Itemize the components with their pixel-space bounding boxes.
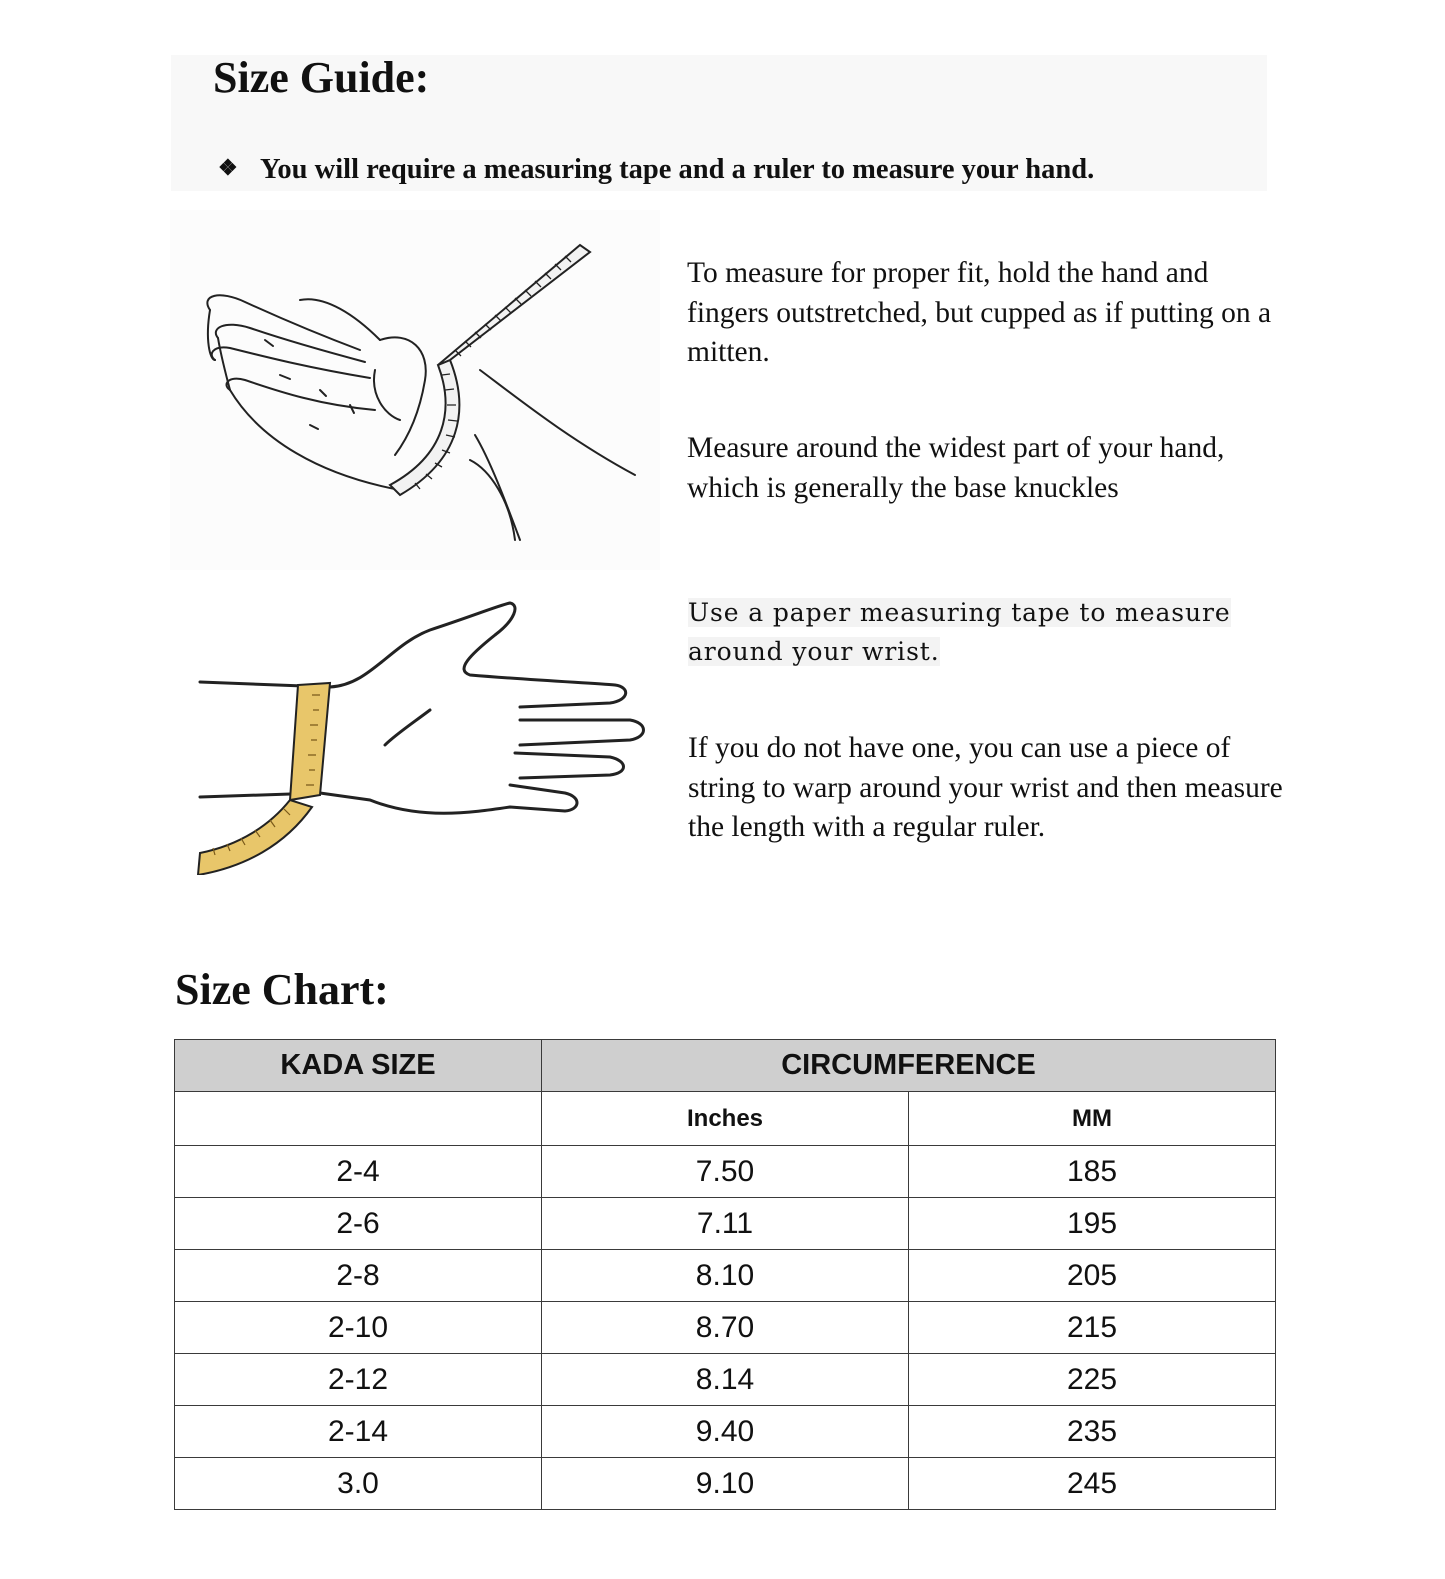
size-cell: 2-14 (175, 1406, 542, 1458)
mm-header: MM (909, 1092, 1276, 1146)
table-subheader-row (175, 1092, 1276, 1146)
inches-header: Inches (542, 1092, 909, 1146)
wrist-measure-illustration (170, 575, 660, 875)
mm-cell: 225 (909, 1354, 1276, 1406)
mm-cell: 205 (909, 1250, 1276, 1302)
size-cell: 2-8 (175, 1250, 542, 1302)
mm-cell: 245 (909, 1458, 1276, 1510)
table-row (175, 1198, 1276, 1250)
string-instruction: If you do not have one, you can use a piece of string to warp around your wrist and then measure the length with a regular ruler. (688, 732, 1283, 843)
mm-cell: 195 (909, 1198, 1276, 1250)
size-chart-title: Size Chart: (175, 965, 389, 1014)
table-row (175, 1458, 1276, 1510)
table-row (175, 1406, 1276, 1458)
mm-cell: 185 (909, 1146, 1276, 1198)
size-cell: 2-12 (175, 1354, 542, 1406)
inches-cell: 7.50 (542, 1146, 909, 1198)
widest-part-instruction: Measure around the widest part of your hand, which is generally the base knuckles (687, 432, 1225, 504)
inches-cell: 8.14 (542, 1354, 909, 1406)
kada-size-header: KADA SIZE (175, 1040, 542, 1092)
table-row (175, 1146, 1276, 1198)
tools-note-text: You will require a measuring tape and a ruler to measure your hand. (260, 154, 1095, 185)
size-cell: 2-6 (175, 1198, 542, 1250)
table-row (175, 1302, 1276, 1354)
fit-instruction: To measure for proper fit, hold the hand and fingers outstretched, but cupped as if putting on a mitten. (687, 257, 1272, 368)
circumference-header: CIRCUMFERENCE (542, 1040, 1276, 1092)
paper-tape-text: Use a paper measuring tape to measure around your wrist. (688, 598, 1231, 666)
size-cell: 3.0 (175, 1458, 542, 1510)
table-row (175, 1250, 1276, 1302)
size-guide-title: Size Guide: (213, 53, 430, 102)
size-subheader (175, 1092, 542, 1146)
inches-cell: 8.10 (542, 1250, 909, 1302)
size-cell: 2-4 (175, 1146, 542, 1198)
inches-cell: 9.10 (542, 1458, 909, 1510)
mm-cell: 235 (909, 1406, 1276, 1458)
size-cell: 2-10 (175, 1302, 542, 1354)
inches-cell: 8.70 (542, 1302, 909, 1354)
inches-cell: 9.40 (542, 1406, 909, 1458)
table-row (175, 1354, 1276, 1406)
diamond-bullet-icon: ❖ (218, 155, 238, 180)
tools-note (218, 154, 1094, 186)
size-chart-table (174, 1039, 1276, 1510)
paper-tape-instruction (688, 593, 1288, 671)
mm-cell: 215 (909, 1302, 1276, 1354)
hand-measure-illustration (170, 210, 660, 570)
inches-cell: 7.11 (542, 1198, 909, 1250)
table-header-row (175, 1040, 1276, 1092)
